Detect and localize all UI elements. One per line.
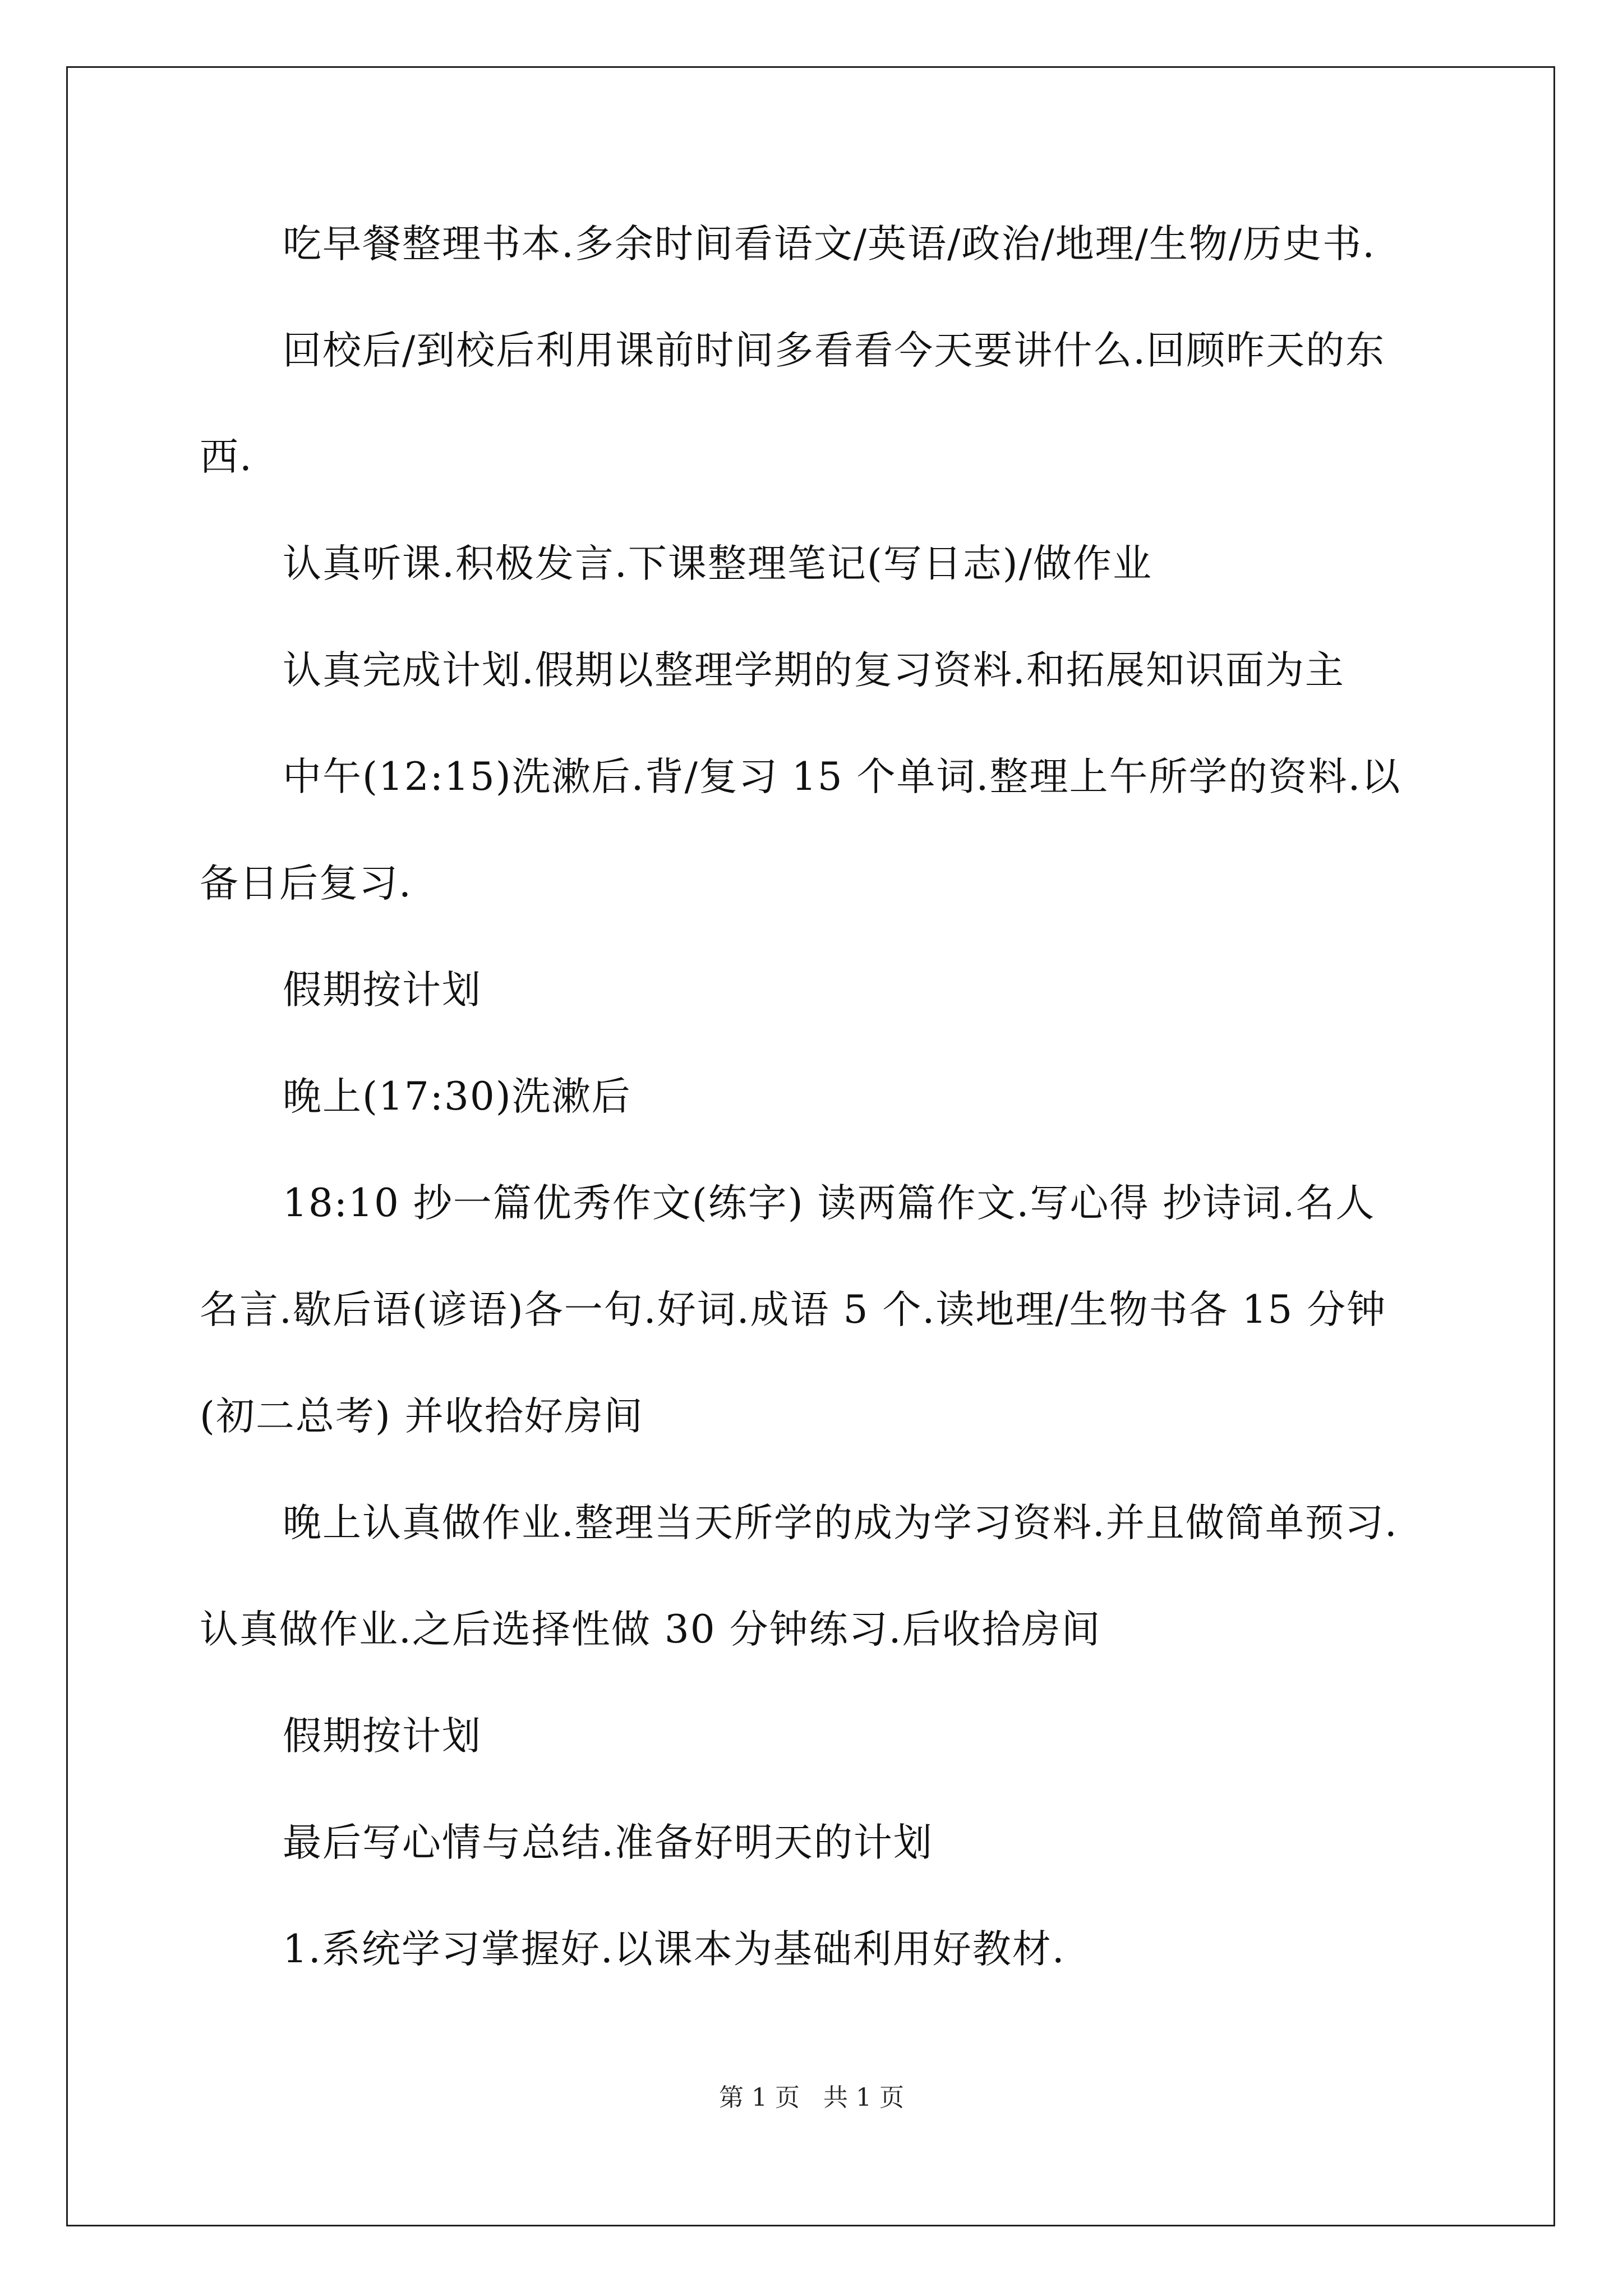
paragraph-line: 认真完成计划.假期以整理学期的复习资料.和拓展知识面为主 (283, 648, 1345, 693)
paragraph-line: 晚上认真做作业.整理当天所学的成为学习资料.并且做简单预习. (283, 1501, 1398, 1545)
paragraph-line: 认真做作业.之后选择性做 30 分钟练习.后收拾房间 (200, 1607, 1101, 1652)
paragraph-line: 18:10 抄一篇优秀作文(练字) 读两篇作文.写心得 抄诗词.名人 (283, 1181, 1376, 1226)
paragraph-line: 备日后复习. (200, 861, 412, 906)
paragraph-line: 回校后/到校后利用课前时间多看看今天要讲什么.回顾昨天的东 (283, 328, 1386, 373)
page-border (66, 66, 1555, 2226)
paragraph-line: 认真听课.积极发言.下课整理笔记(写日志)/做作业 (283, 541, 1152, 586)
paragraph-line: 晚上(17:30)洗漱后 (283, 1074, 631, 1119)
paragraph-line: 1.系统学习掌握好.以课本为基础利用好教材. (283, 1927, 1066, 1972)
paragraph-line: 假期按计划 (283, 968, 482, 1013)
paragraph-line: 假期按计划 (283, 1714, 482, 1759)
paragraph-line: 西. (200, 435, 253, 480)
paragraph-line: 最后写心情与总结.准备好明天的计划 (283, 1820, 933, 1865)
paragraph-line: 中午(12:15)洗漱后.背/复习 15 个单词.整理上午所学的资料.以 (283, 754, 1401, 799)
paragraph-line: 名言.歇后语(谚语)各一句.好词.成语 5 个.读地理/生物书各 15 分钟 (200, 1287, 1387, 1332)
paragraph-line: 吃早餐整理书本.多余时间看语文/英语/政治/地理/生物/历史书. (283, 222, 1376, 266)
page-number-footer: 第 1 页 共 1 页 (719, 2083, 904, 2112)
paragraph-line: (初二总考) 并收拾好房间 (200, 1394, 644, 1439)
